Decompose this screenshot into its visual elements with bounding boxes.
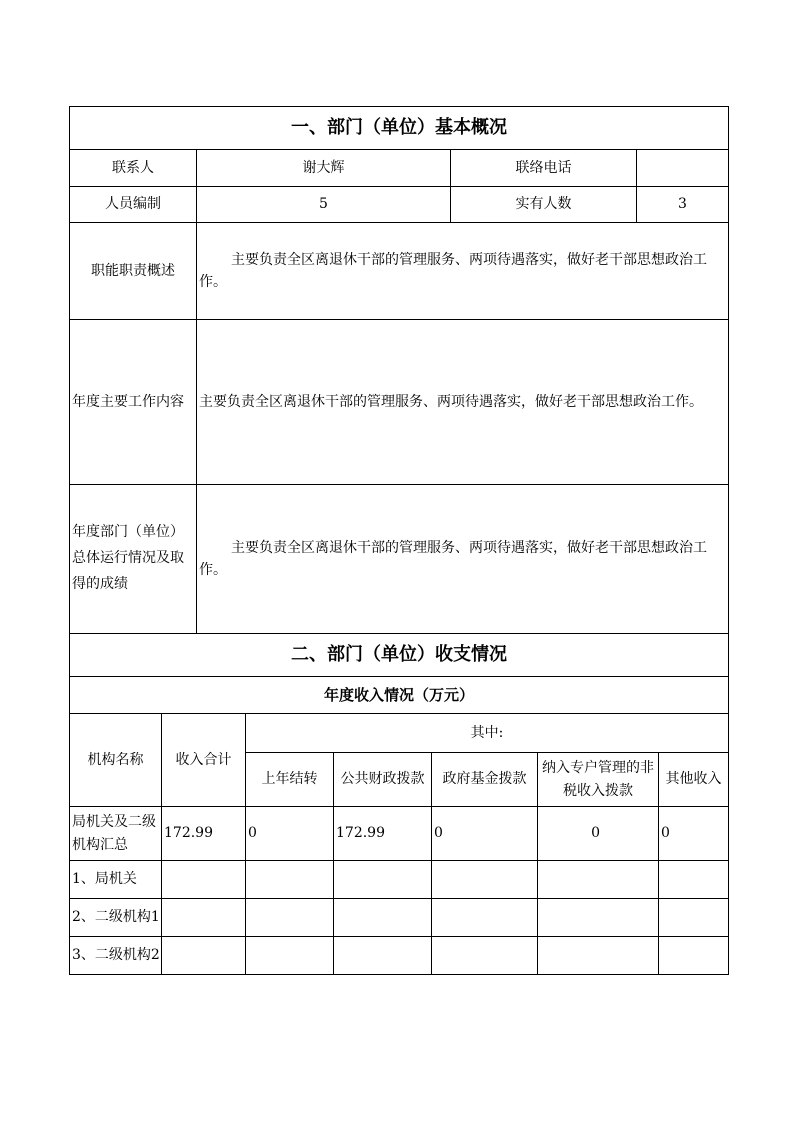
performance-label: 年度部门（单位）总体运行情况及取得的成绩 <box>70 485 197 634</box>
table-cell-carryover <box>246 937 334 975</box>
header-of-which: 其中: <box>246 714 729 753</box>
table-row-name: 2、二级机构1 <box>70 899 162 937</box>
header-total-income: 收入合计 <box>162 714 246 807</box>
contact-label: 联系人 <box>70 150 197 187</box>
annual-work-label: 年度主要工作内容 <box>70 320 197 485</box>
performance-text: 主要负责全区离退休干部的管理服务、两项待遇落实，做好老干部思想政治工作。 <box>197 485 729 634</box>
table-cell-gov-fund <box>432 861 538 899</box>
phone-value <box>637 150 729 187</box>
table-cell-public-finance <box>334 861 432 899</box>
header-other: 其他收入 <box>659 753 729 807</box>
table-cell-other <box>659 937 729 975</box>
section1-title: 一、部门（单位）基本概况 <box>70 107 729 150</box>
table-cell-gov-fund <box>432 937 538 975</box>
section2-title: 二、部门（单位）收支情况 <box>70 634 729 677</box>
table-cell-carryover <box>246 899 334 937</box>
staff-quota-value: 5 <box>197 187 451 223</box>
income-title: 年度收入情况（万元） <box>70 677 729 714</box>
budget-form-sheet <box>69 106 728 975</box>
header-gov-fund: 政府基金拨款 <box>432 753 538 807</box>
table-cell-other <box>659 899 729 937</box>
table-row-name: 局机关及二级机构汇总 <box>70 807 162 861</box>
table-cell-public-finance: 172.99 <box>334 807 432 861</box>
header-public-finance: 公共财政拨款 <box>334 753 432 807</box>
table-cell-non-tax <box>538 937 659 975</box>
income-table <box>69 633 729 975</box>
table-cell-non-tax <box>538 861 659 899</box>
phone-label: 联络电话 <box>451 150 637 187</box>
table-cell-non-tax <box>538 899 659 937</box>
table-row-name: 3、二级机构2 <box>70 937 162 975</box>
table-row-name: 1、局机关 <box>70 861 162 899</box>
header-carryover: 上年结转 <box>246 753 334 807</box>
table-cell-public-finance <box>334 899 432 937</box>
staff-actual-value: 3 <box>637 187 729 223</box>
staff-quota-label: 人员编制 <box>70 187 197 223</box>
table-cell-carryover <box>246 861 334 899</box>
table-cell-public-finance <box>334 937 432 975</box>
contact-value: 谢大辉 <box>197 150 451 187</box>
table-cell-carryover: 0 <box>246 807 334 861</box>
table-cell-gov-fund: 0 <box>432 807 538 861</box>
basic-info-table <box>69 106 729 634</box>
annual-work-text: 主要负责全区离退休干部的管理服务、两项待遇落实，做好老干部思想政治工作。 <box>197 320 729 485</box>
table-cell-other: 0 <box>659 807 729 861</box>
table-cell-non-tax: 0 <box>538 807 659 861</box>
staff-actual-label: 实有人数 <box>451 187 637 223</box>
header-non-tax: 纳入专户管理的非税收入拨款 <box>538 753 659 807</box>
table-cell-gov-fund <box>432 899 538 937</box>
table-cell-total <box>162 937 246 975</box>
duties-label: 职能职责概述 <box>70 223 197 320</box>
table-cell-total <box>162 899 246 937</box>
table-cell-other <box>659 861 729 899</box>
table-cell-total: 172.99 <box>162 807 246 861</box>
header-org-name: 机构名称 <box>70 714 162 807</box>
table-cell-total <box>162 861 246 899</box>
duties-text: 主要负责全区离退休干部的管理服务、两项待遇落实，做好老干部思想政治工作。 <box>197 223 729 320</box>
